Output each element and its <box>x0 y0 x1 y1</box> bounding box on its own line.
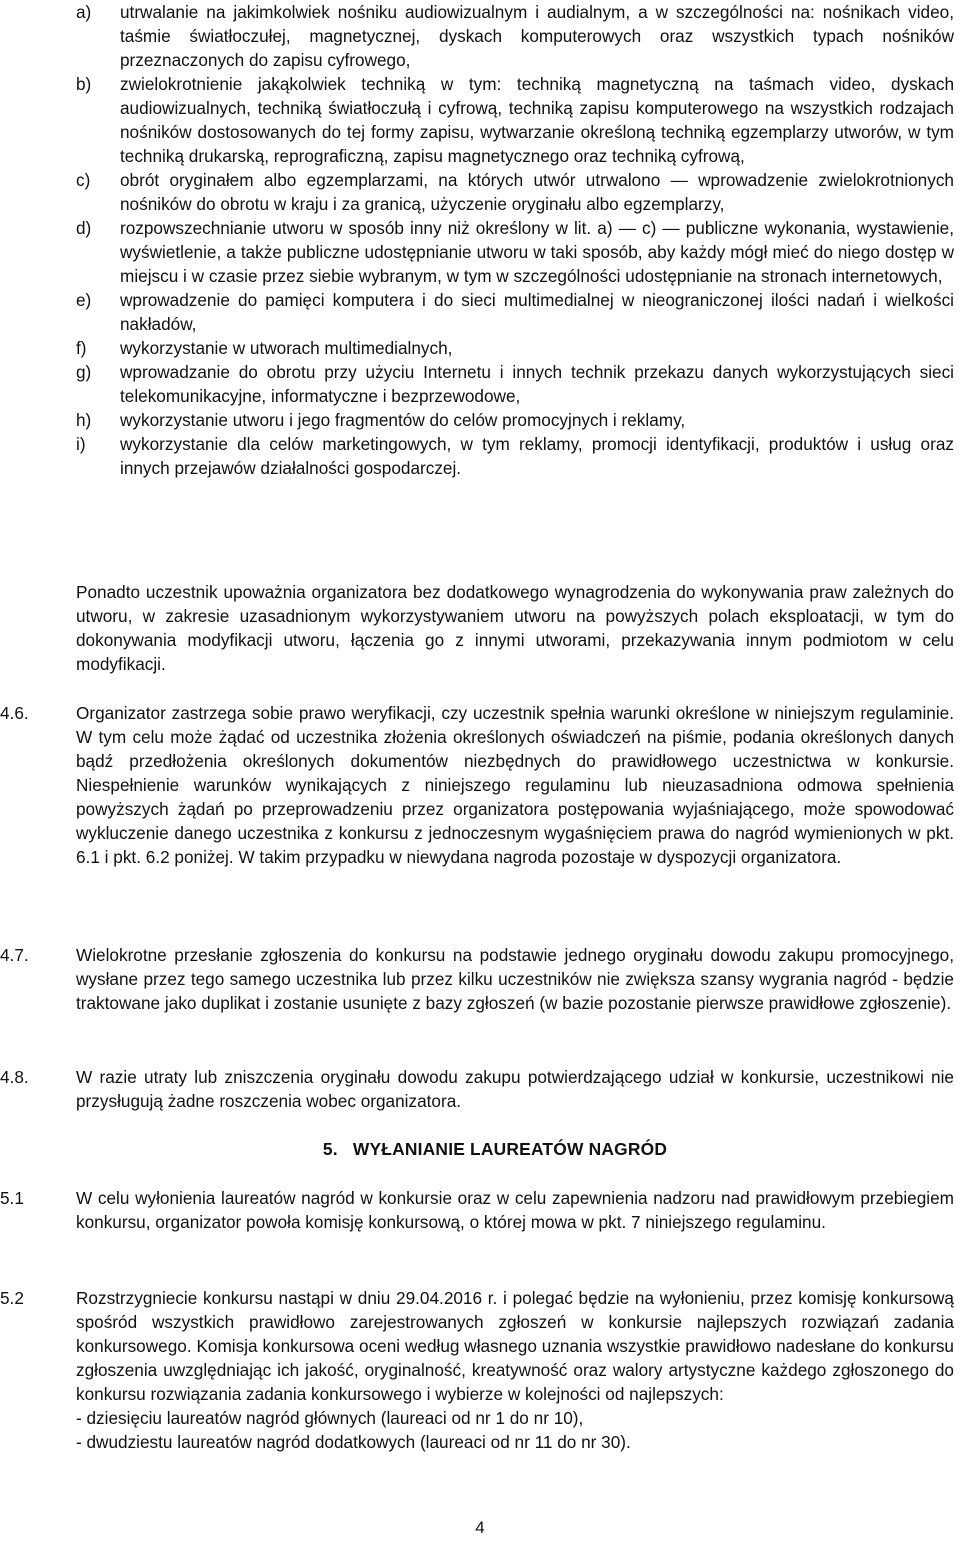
list-item <box>0 216 954 288</box>
usage-fields-list <box>0 0 954 480</box>
list-marker: a) <box>76 2 92 22</box>
heading-text: 5. WYŁANIANIE LAUREATÓW NAGRÓD <box>322 1139 668 1159</box>
page-number: 4 <box>475 1518 485 1537</box>
section-text: W razie utraty lub zniszczenia oryginału dowodu zakupu potwierdzającego udział w konkursie, uczestnikowi nie przysługują żadne roszczenia wobec organizatora. <box>76 1067 954 1111</box>
section-number: 4.8. <box>0 1067 29 1087</box>
list-marker: e) <box>76 290 92 310</box>
list-item-text: wykorzystanie w utworach multimedialnych, <box>120 338 453 358</box>
list-item-text: wprowadzanie do obrotu przy użyciu Internetu i innych technik przekazu danych wykorzystujących sieci telekomunikacyjne, informatyczne i bezprzewodowe, <box>120 362 954 406</box>
list-item-text: utrwalanie na jakimkolwiek nośniku audiowizualnym i audialnym, a w szczególności na: nośnikach video, taśmie światłoczułej, magnetycznej, dyskach komputerowych oraz wszystkich typach nośników przeznaczonych do zapisu cyfrowego, <box>120 2 954 70</box>
list-item-text: wykorzystanie dla celów marketingowych, w tym reklamy, promocji identyfikacji, produktów i usług oraz innych przejawów działalności gospodarczej. <box>120 434 954 478</box>
list-marker: f) <box>76 338 87 358</box>
list-item <box>0 432 954 480</box>
section-5-2 <box>0 1286 954 1454</box>
section-4-8 <box>0 1065 954 1113</box>
list-item <box>0 288 954 336</box>
section-number: 5.2 <box>0 1288 24 1308</box>
list-item <box>0 360 954 408</box>
list-item-text: wykorzystanie utworu i jego fragmentów do celów promocyjnych i reklamy, <box>120 410 686 430</box>
section-text: W celu wyłonienia laureatów nagród w konkursie oraz w celu zapewnienia nadzoru nad prawidłowym przebiegiem konkursu, organizator powoła komisję konkursową, o której mowa w pkt. 7 niniejszego regulaminu. <box>76 1188 954 1232</box>
list-item-text: zwielokrotnienie jakąkolwiek techniką w tym: techniką magnetyczną na taśmach video, dyskach audiowizualnych, techniką światłoczułą i cyfrową, techniką zapisu komputerowego na wszystkich rodzajach nośników dostosowanych do tej formy zapisu, wytwarzanie określoną techniką egzemplarzy utworów, w tym techniką drukarską, reprograficzną, zapisu magnetycznego oraz techniką cyfrową, <box>120 74 954 166</box>
section-text: Wielokrotne przesłanie zgłoszenia do konkursu na podstawie jednego oryginału dowodu zakupu promocyjnego, wysłane przez tego samego uczestnika lub przez kilku uczestników nie zwiększa szansy wygrania nagród - będzie traktowane jako duplikat i zostanie usunięte z bazy zgłoszeń (w bazie pozostanie pierwsze prawidłowe zgłoszenie). <box>76 945 954 1013</box>
list-marker: d) <box>76 218 92 238</box>
list-item-text: wprowadzenie do pamięci komputera i do sieci multimedialnej w nieograniczonej ilości nadań i wielkości nakładów, <box>120 290 954 334</box>
section-number: 5.1 <box>0 1188 24 1208</box>
section-number: 4.7. <box>0 945 29 965</box>
list-marker: b) <box>76 74 92 94</box>
laureates-extra-line: - dwudziestu laureatów nagród dodatkowych (laureaci od nr 11 do nr 30). <box>76 1432 631 1452</box>
list-item <box>0 168 954 216</box>
list-item <box>0 336 954 360</box>
list-item <box>0 0 954 72</box>
laureates-main-line: - dziesięciu laureatów nagród głównych (laureaci od nr 1 do nr 10), <box>76 1408 584 1428</box>
section-4-7 <box>0 943 954 1015</box>
list-marker: g) <box>76 362 92 382</box>
section-body <box>76 1286 954 1454</box>
list-marker: c) <box>76 170 91 190</box>
section-heading-5 <box>0 1137 954 1161</box>
list-item <box>0 72 954 168</box>
list-item <box>0 408 954 432</box>
list-marker: i) <box>76 434 86 454</box>
paragraph-derived-rights: Ponadto uczestnik upoważnia organizatora bez dodatkowego wynagrodzenia do wykonywania praw zależnych do utworu, w zakresie uzasadnionym wykorzystywaniem utworu na powyższych polach eksploatacji, w tym do dokonywania modyfikacji utworu, łączenia go z innymi utworami, przekazywania innym podmiotom w celu modyfikacji. <box>76 582 954 674</box>
section-text: Rozstrzygniecie konkursu nastąpi w dniu 29.04.2016 r. i polegać będzie na wyłonieniu, przez komisję konkursową spośród wszystkich prawidłowo zarejestrowanych zgłoszeń w konkursie najlepszych rozwiązań zadania konkursowego. Komisja konkursowa oceni według własnego uznania wszystkie prawidłowo nadesłane do konkursu zgłoszenia uwzględniając ich jakość, oryginalność, kreatywność oraz walory artystyczne każdego zgłoszonego do konkursu rozwiązania zadania konkursowego i wybierze w kolejności od najlepszych: <box>76 1288 954 1404</box>
section-4-6 <box>0 701 954 869</box>
section-text: Organizator zastrzega sobie prawo weryfikacji, czy uczestnik spełnia warunki określone w niniejszym regulaminie. W tym celu może żądać od uczestnika złożenia określonych oświadczeń na piśmie, podania określonych danych bądź przedłożenia określonych dokumentów niezbędnych do prawidłowego uczestnictwa w konkursie. Niespełnienie warunków wynikających z niniejszego regulaminu lub nieuzasadniona odmowa spełnienia powyższych żądań po przeprowadzeniu przez organizatora postępowania wyjaśniającego, może spowodować wykluczenie danego uczestnika z konkursu z jednoczesnym wygaśnięciem prawa do nagród wymienionych w pkt. 6.1 i pkt. 6.2 poniżej. W takim przypadku w niewydana nagroda pozostaje w dyspozycji organizatora. <box>76 703 954 867</box>
section-number: 4.6. <box>0 703 29 723</box>
list-item-text: obrót oryginałem albo egzemplarzami, na których utwór utrwalono — wprowadzenie zwielokrotnionych nośników do obrotu w kraju i za granicą, użyczenie oryginału albo egzemplarzy, <box>120 170 954 214</box>
section-5-1 <box>0 1186 954 1234</box>
list-item-text: rozpowszechnianie utworu w sposób inny niż określony w lit. a) — c) — publiczne wykonania, wystawienie, wyświetlenie, a także publiczne udostępnianie utworu w taki sposób, aby każdy mógł mieć do niego dostęp w miejscu i w czasie przez siebie wybranym, w tym w szczególności udostępnianie na stronach internetowych, <box>120 218 954 286</box>
list-marker: h) <box>76 410 92 430</box>
